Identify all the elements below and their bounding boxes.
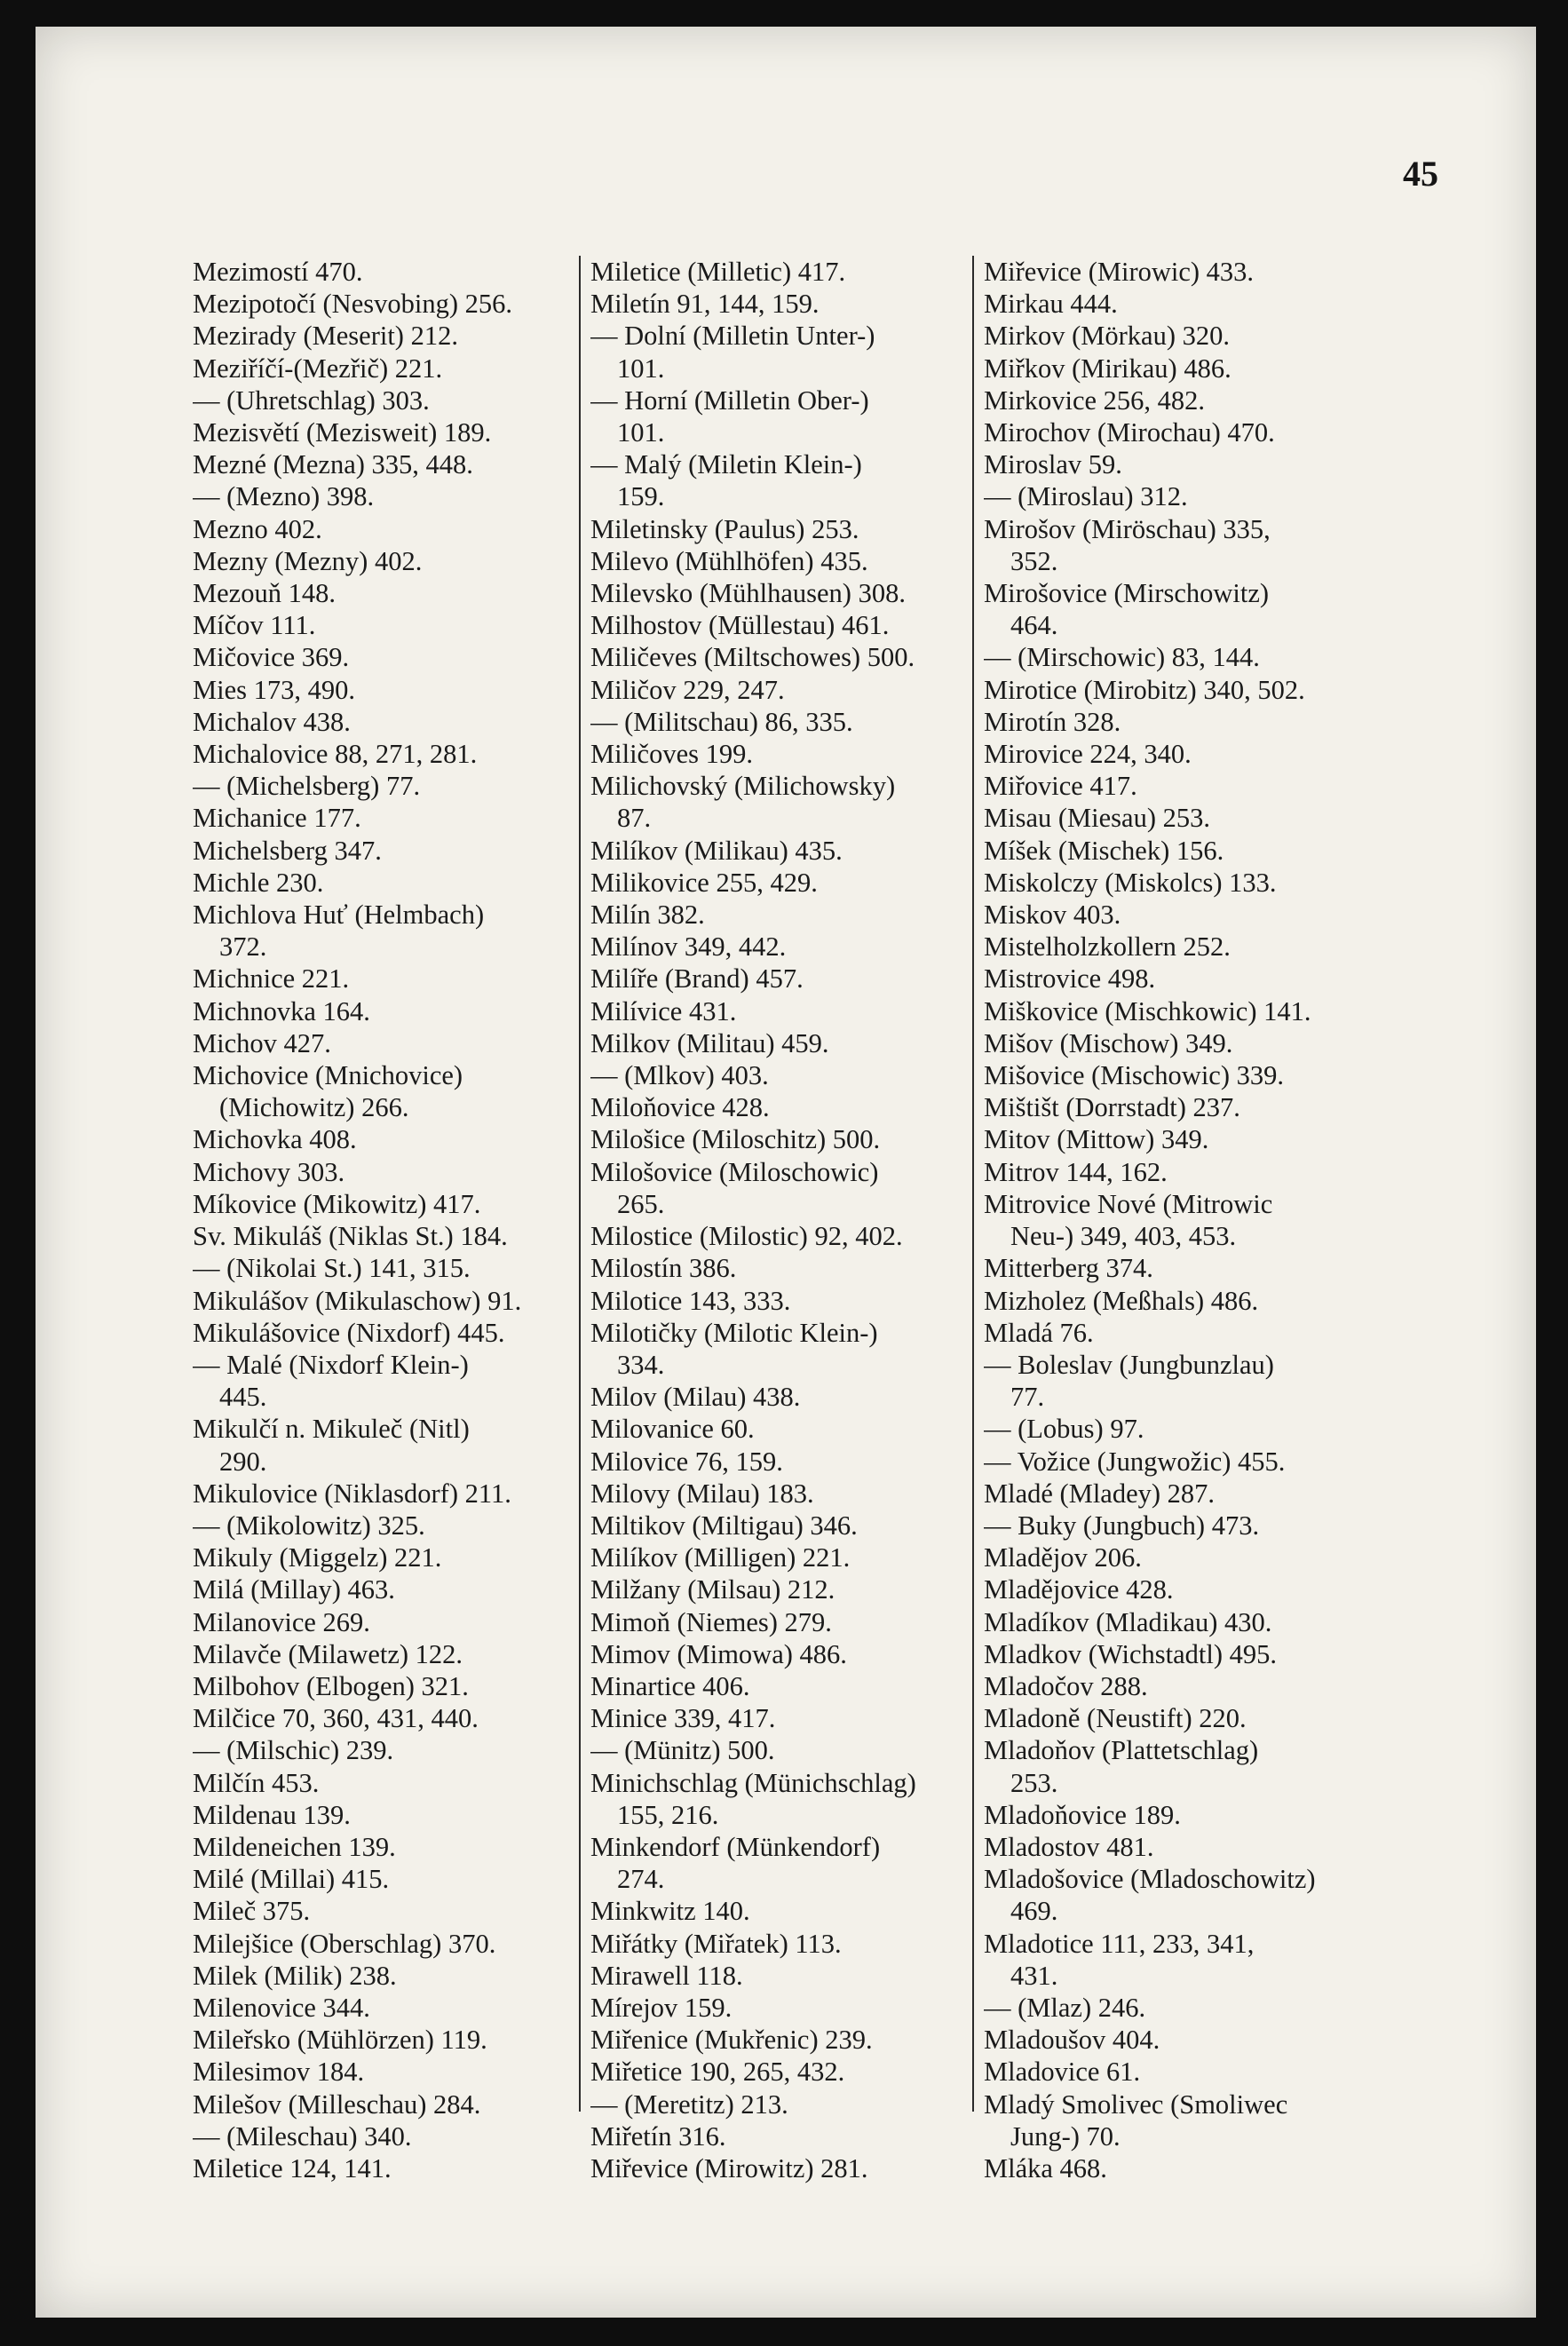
index-entry: Mladoňovice 189. [984,1799,1181,1830]
index-entry: — (Mikolowitz) 325. [193,1510,425,1541]
index-entry: — (Münitz) 500. [590,1735,775,1766]
index-entry: Milesimov 184. [193,2057,365,2088]
index-entry: Minkendorf (Münkendorf) [590,1831,881,1862]
index-entry: Miletice (Milletic) 417. [590,257,846,287]
index-entry: Miletinsky (Paulus) 253. [590,513,859,544]
index-entry: — (Mlkov) 403. [590,1060,769,1091]
index-entry: Milínov 349, 442. [590,931,787,963]
index-entry: Michov 427. [193,1027,331,1058]
index-entry: 274. [617,1864,665,1895]
index-entry: Minkwitz 140. [590,1896,750,1927]
index-entry: Misau (Miesau) 253. [984,803,1210,834]
index-entry: Miličov 229, 247. [590,674,785,705]
index-entry: Mirotín 328. [984,706,1121,737]
index-entry: Milek (Milik) 238. [193,1960,397,1991]
index-entry: 101. [617,353,665,384]
index-entry: Milanovice 269. [193,1606,370,1637]
index-entry: Milčín 453. [193,1767,320,1798]
index-entry: Mladotice 111, 233, 341, [984,1928,1255,1959]
index-entry: Míčov 111. [193,610,316,641]
index-entry: Mladějov 206. [984,1542,1142,1573]
index-entry: Miloňovice 428. [590,1092,770,1123]
index-entry: — (Mezno) 398. [193,481,375,512]
index-entry: — (Meretitz) 213. [590,2088,788,2120]
index-entry: Mildeneichen 139. [193,1831,396,1862]
index-entry: Mezisvětí (Mezisweit) 189. [193,417,492,448]
index-entry: Milovanice 60. [590,1414,755,1445]
index-entry: Mladočov 288. [984,1670,1148,1701]
index-entry: 334. [617,1349,665,1380]
index-entry: Milejšice (Oberschlag) 370. [193,1928,496,1959]
index-entry: Mladíkov (Mladikau) 430. [984,1606,1272,1637]
index-entry: Miřátky (Miřatek) 113. [590,1928,842,1959]
index-entry: Michovka 408. [193,1124,357,1155]
index-entry: Mistelholzkollern 252. [984,931,1231,963]
index-entry: Mirochov (Mirochau) 470. [984,417,1275,448]
index-entry: — (Mirschowic) 83, 144. [984,642,1260,673]
index-entry: Miřetice 190, 265, 432. [590,2057,845,2088]
index-entry: 372. [219,931,267,963]
index-entry: Mišovice (Mischowic) 339. [984,1060,1284,1091]
index-entry: Mezirady (Meserit) 212. [193,321,458,352]
index-entry: Miltikov (Miltigau) 346. [590,1510,858,1541]
index-entry: Milovy (Milau) 183. [590,1478,814,1509]
index-entry: Michle 230. [193,867,324,898]
index-entry: Michovy 303. [193,1156,345,1187]
index-entry: Milíkov (Milikau) 435. [590,835,843,866]
index-entry: Mladoňov (Plattetschlag) [984,1735,1259,1766]
index-entry: 464. [1010,610,1058,641]
index-entry: — (Mileschau) 340. [193,2120,412,2152]
index-entry: Michnovka 164. [193,995,370,1026]
index-entry: — Malé (Nixdorf Klein-) [193,1349,469,1380]
index-entry: — Buky (Jungbuch) 473. [984,1510,1260,1541]
index-entry: Mladkov (Wichstadtl) 495. [984,1638,1277,1669]
index-entry: Milín 382. [590,900,705,931]
index-entry: Mezno 402. [193,513,322,544]
index-entry: — (Miroslau) 312. [984,481,1188,512]
index-entry: Mildenau 139. [193,1799,351,1830]
index-entry: Mikuly (Miggelz) 221. [193,1542,442,1573]
index-entry: 101. [617,417,665,448]
index-column-3 [984,256,1428,2184]
index-entry: Mirkov (Mörkau) 320. [984,321,1231,352]
index-entry: Mezipotočí (Nesvobing) 256. [193,289,512,320]
index-entry: Mimoň (Niemes) 279. [590,1606,832,1637]
book-page [36,27,1536,2318]
index-entry: — (Nikolai St.) 141, 315. [193,1253,471,1284]
index-entry: Milíkov (Milligen) 221. [590,1542,851,1573]
index-entry: Milevsko (Mühlhausen) 308. [590,578,906,609]
index-entry: Mileč 375. [193,1896,311,1927]
index-entry: Michalovice 88, 271, 281. [193,739,478,770]
index-entry: Neu-) 349, 403, 453. [1010,1221,1237,1252]
index-entry: Michanice 177. [193,803,361,834]
index-entry: Milžany (Milsau) 212. [590,1574,835,1605]
index-entry: — Dolní (Milletin Unter-) [590,321,875,352]
index-entry: Milá (Millay) 463. [193,1574,395,1605]
index-entry: Mirovice 224, 340. [984,739,1192,770]
index-entry: Miskov 403. [984,900,1121,931]
index-entry: Milikovice 255, 429. [590,867,818,898]
index-entry: Miřenice (Mukřenic) 239. [590,2025,873,2056]
index-entry: Milošice (Miloschitz) 500. [590,1124,881,1155]
index-entry: Milošovice (Miloschowic) [590,1156,879,1187]
index-entry: Mladějovice 428. [984,1574,1174,1605]
index-entry: Mladé (Mladey) 287. [984,1478,1216,1509]
index-entry: 445. [219,1382,267,1413]
index-column-2 [590,256,999,2184]
index-entry: Míkovice (Mikowitz) 417. [193,1188,481,1219]
index-entry: 155, 216. [617,1799,719,1830]
index-entry: Mičovice 369. [193,642,350,673]
index-entry: Milavče (Milawetz) 122. [193,1638,463,1669]
index-entry: — (Uhretschlag) 303. [193,384,430,416]
index-entry: Sv. Mikuláš (Niklas St.) 184. [193,1221,508,1252]
index-entry: Minartice 406. [590,1670,750,1701]
index-entry: Mišov (Mischow) 349. [984,1027,1233,1058]
index-entry: Milešov (Milleschau) 284. [193,2088,481,2120]
index-entry: Miroslav 59. [984,449,1122,480]
index-entry: 431. [1010,1960,1058,1991]
index-entry: Mírejov 159. [590,1992,733,2023]
index-entry: 159. [617,481,665,512]
index-entry: Mikulášovice (Nixdorf) 445. [193,1317,505,1348]
index-entry: Milostice (Milostic) 92, 402. [590,1221,903,1252]
index-entry: Milotice 143, 333. [590,1285,791,1316]
index-entry: Mezimostí 470. [193,257,363,287]
index-entry: Miskolczy (Miskolcs) 133. [984,867,1277,898]
index-entry: Mladá 76. [984,1317,1094,1348]
index-entry: Mirkau 444. [984,289,1118,320]
index-entry: — (Militschau) 86, 335. [590,706,853,737]
index-entry: Mladostov 481. [984,1831,1154,1862]
index-entry: Mištišt (Dorrstadt) 237. [984,1092,1240,1123]
index-entry: Milovice 76, 159. [590,1446,783,1477]
index-entry: Milčice 70, 360, 431, 440. [193,1703,479,1734]
index-entry: — Boleslav (Jungbunzlau) [984,1349,1274,1380]
index-entry: Mizholez (Meßhals) 486. [984,1285,1259,1316]
index-entry: Mitov (Mittow) 349. [984,1124,1209,1155]
index-entry: Jung-) 70. [1010,2120,1121,2152]
index-entry: Miřevice (Mirowitz) 281. [590,2152,868,2184]
index-entry: Mirošovice (Mirschowitz) [984,578,1270,609]
index-entry: Mistrovice 498. [984,963,1156,995]
index-entry: — Malý (Miletin Klein-) [590,449,862,480]
index-entry: 87. [617,803,652,834]
index-entry: Mláka 468. [984,2152,1107,2184]
index-entry: Milhostov (Müllestau) 461. [590,610,890,641]
index-entry: Miškovice (Mischkowic) 141. [984,995,1311,1026]
index-entry: 77. [1010,1382,1045,1413]
index-entry: Mirkovice 256, 482. [984,384,1206,416]
index-entry: Michalov 438. [193,706,351,737]
index-entry: Mladý Smolivec (Smoliwec [984,2088,1288,2120]
index-entry: — (Lobus) 97. [984,1414,1144,1445]
index-entry: Miličeves (Miltschowes) 500. [590,642,915,673]
index-entry: Mikulčí n. Mikuleč (Nitl) [193,1414,470,1445]
index-entry: Mikulovice (Niklasdorf) 211. [193,1478,511,1509]
index-entry: Mladoušov 404. [984,2025,1160,2056]
index-entry: — (Mlaz) 246. [984,1992,1146,2023]
index-entry: Mladovice 61. [984,2057,1141,2088]
index-entry: Mladošovice (Mladoschowitz) [984,1864,1316,1895]
index-entry: Mileřsko (Mühlörzen) 119. [193,2025,487,2056]
index-entry: Mitrovice Nové (Mitrowic [984,1188,1273,1219]
index-entry: Mimov (Mimowa) 486. [590,1638,847,1669]
index-entry: 253. [1010,1767,1058,1798]
index-entry: Mies 173, 490. [193,674,355,705]
index-entry: Miřkov (Mirikau) 486. [984,353,1231,384]
index-entry: Mirawell 118. [590,1960,743,1991]
index-entry: Milov (Milau) 438. [590,1382,801,1413]
index-entry: Mirotice (Mirobitz) 340, 502. [984,674,1305,705]
index-entry: 469. [1010,1896,1058,1927]
index-entry: Mezny (Mezny) 402. [193,545,423,576]
index-entry: Miřevice (Mirowic) 433. [984,257,1255,287]
page-number: 45 [1403,154,1438,194]
index-entry: (Michowitz) 266. [219,1092,409,1123]
index-entry: Mikulášov (Mikulaschow) 91. [193,1285,522,1316]
index-entry: Milotičky (Milotic Klein-) [590,1317,878,1348]
index-entry: 352. [1010,545,1058,576]
index-entry: Miletice 124, 141. [193,2152,392,2184]
index-entry: — Vožice (Jungwožic) 455. [984,1446,1286,1477]
index-entry: Milívice 431. [590,995,737,1026]
index-entry: Miličoves 199. [590,739,753,770]
index-entry: 265. [617,1188,665,1219]
index-entry: Minice 339, 417. [590,1703,776,1734]
index-entry: Milichovský (Milichowsky) [590,771,896,802]
index-entry: Minichschlag (Münichschlag) [590,1767,916,1798]
index-entry: Miletín 91, 144, 159. [590,289,820,320]
index-entry: Milbohov (Elbogen) 321. [193,1670,469,1701]
index-entry: Mezné (Mezna) 335, 448. [193,449,473,480]
index-entry: Milostín 386. [590,1253,737,1284]
index-entry: Miřetín 316. [590,2120,726,2152]
index-entry: — Horní (Milletin Ober-) [590,384,869,416]
index-entry: Michovice (Mnichovice) [193,1060,463,1091]
index-entry: Michlova Huť (Helmbach) [193,900,485,931]
index-entry: 290. [219,1446,267,1477]
index-entry: — (Michelsberg) 77. [193,771,421,802]
index-entry: Milevo (Mühlhöfen) 435. [590,545,868,576]
index-entry: Míšek (Mischek) 156. [984,835,1224,866]
index-entry: Michnice 221. [193,963,350,995]
index-entry: Michelsberg 347. [193,835,382,866]
index-entry: Mitrov 144, 162. [984,1156,1168,1187]
index-entry: Mezouň 148. [193,578,336,609]
index-entry: Miřovice 417. [984,771,1137,802]
index-entry: Milíře (Brand) 457. [590,963,804,995]
index-column-1 [193,256,597,2184]
index-entry: Milé (Millai) 415. [193,1864,390,1895]
index-entry: Mitterberg 374. [984,1253,1153,1284]
index-entry: Mirošov (Miröschau) 335, [984,513,1271,544]
index-entry: Milenovice 344. [193,1992,370,2023]
index-entry: — (Milschic) 239. [193,1735,394,1766]
index-entry: Mladoně (Neustift) 220. [984,1703,1247,1734]
index-entry: Meziříčí-(Mezřič) 221. [193,353,443,384]
index-entry: Milkov (Militau) 459. [590,1027,829,1058]
